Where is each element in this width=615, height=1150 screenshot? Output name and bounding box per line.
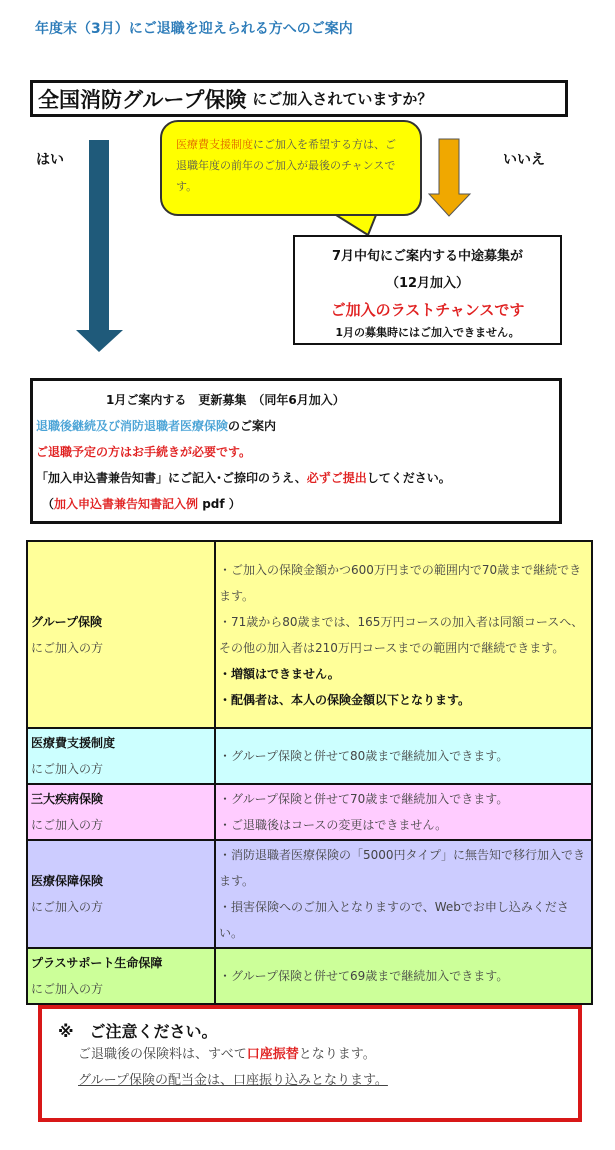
warning-line2: グループ保険の配当金は、口座振り込みとなります。 <box>78 1073 388 1088</box>
box1-line5-open: （ <box>42 497 55 511</box>
plan-sub: にご加入の方 <box>31 818 104 832</box>
plan-sub: にご加入の方 <box>31 982 104 996</box>
box1-heading: 1月ご案内する 更新募集 （同年6月加入） <box>106 393 345 407</box>
box1-line4c: してください。 <box>366 471 451 485</box>
detail-line-bold: ・増額はできません。 <box>219 666 340 681</box>
plan-name: グループ保険 <box>31 614 103 629</box>
table-row <box>27 840 592 948</box>
plan-name: 三大疾病保険 <box>31 792 104 806</box>
row-details <box>215 728 592 784</box>
box7-line3: ご加入のラストチャンスです <box>330 301 525 319</box>
detail-line: ・グループ保険と併せて80歳まで継続加入できます。 <box>219 749 509 763</box>
box7-line1: 7月中旬にご案内する中途募集が <box>331 249 524 264</box>
row-header <box>27 840 215 948</box>
row-header <box>27 948 215 1004</box>
plan-sub: にご加入の方 <box>31 762 104 776</box>
question-rest: にご加入されていますか？ <box>252 90 433 108</box>
retirement-guide-link[interactable]: 退職後継続及び消防退職者医療保険 <box>36 419 229 433</box>
box7-line2: （12月加入） <box>385 276 470 291</box>
bubble-text: にご加入を希望する方は、ご退職年度の前年のご加入が最後のチャンスです。 <box>176 138 396 193</box>
detail-line: ・消防退職者医療保険の「5000円タイプ」に無告知で移行加入できます。 <box>219 848 585 888</box>
yes-label: はい <box>36 152 64 168</box>
row-details <box>215 541 592 728</box>
row-details <box>215 840 592 948</box>
box1-line3: ご退職予定の方はお手続きが必要です。 <box>36 445 252 459</box>
box1-line4a: 「加入申込書兼告知書」にご記入･ご捺印のうえ、 <box>36 471 307 485</box>
warning-box <box>38 1005 582 1122</box>
table-row <box>27 784 592 840</box>
plan-name: 医療保障保険 <box>31 874 104 888</box>
detail-line: ・ご退職後はコースの変更はできません。 <box>219 818 448 832</box>
box1-line2-rest: のご案内 <box>228 419 277 433</box>
box1-line4b: 必ずご提出 <box>306 471 367 485</box>
row-details <box>215 784 592 840</box>
warning-line1b: 口座振替 <box>246 1047 299 1062</box>
detail-line: ・グループ保険と併せて70歳まで継続加入できます。 <box>219 792 509 806</box>
no-label: いいえ <box>503 152 545 168</box>
page-title: 年度末（3月）にご退職を迎えられる方へのご案内 <box>35 21 353 37</box>
plan-name: 医療費支援制度 <box>31 736 116 750</box>
detail-line: ・71歳から80歳までは、165万円コースの加入者は同額コースへ、その他の加入者は210万円コースまでの範囲内で継続できます。 <box>219 614 584 655</box>
midyear-recruit-box <box>293 235 562 345</box>
plan-name: プラスサポート生命保障 <box>31 956 163 970</box>
warning-line1a: ご退職後の保険料は、すべて <box>78 1047 247 1062</box>
callout-bubble <box>160 120 422 216</box>
bubble-highlight: 医療費支援制度 <box>176 138 253 151</box>
warning-line1c: となります。 <box>298 1047 376 1062</box>
table-row <box>27 541 592 728</box>
detail-line: ・グループ保険と併せて69歳まで継続加入できます。 <box>219 969 509 983</box>
warning-title: ※ ご注意ください。 <box>58 1022 218 1041</box>
plan-sub: にご加入の方 <box>31 900 104 914</box>
detail-line: ・損害保険へのご加入となりますので、Webでお申し込みください。 <box>219 900 569 940</box>
detail-line: ・ご加入の保険金額かつ600万円までの範囲内で70歳まで継続できます。 <box>219 562 582 603</box>
insurance-table <box>26 540 593 1005</box>
question-box <box>30 80 568 117</box>
form-example-pdf-link[interactable]: 加入申込書兼告知書記入例 <box>54 497 199 511</box>
box1-line5-rest: pdf ） <box>198 497 241 511</box>
detail-line-bold: ・配偶者は、本人の保険金額以下となります。 <box>219 692 471 707</box>
renewal-box <box>30 378 562 524</box>
box7-line4: 1月の募集時にはご加入できません。 <box>335 326 520 339</box>
row-header <box>27 728 215 784</box>
yes-arrow-icon <box>76 140 126 354</box>
row-header <box>27 541 215 728</box>
row-details <box>215 948 592 1004</box>
row-header <box>27 784 215 840</box>
no-arrow-icon <box>428 138 472 218</box>
table-row <box>27 948 592 1004</box>
plan-sub: にご加入の方 <box>31 640 104 655</box>
question-main: 全国消防グループ保険 <box>38 87 247 112</box>
table-row <box>27 728 592 784</box>
